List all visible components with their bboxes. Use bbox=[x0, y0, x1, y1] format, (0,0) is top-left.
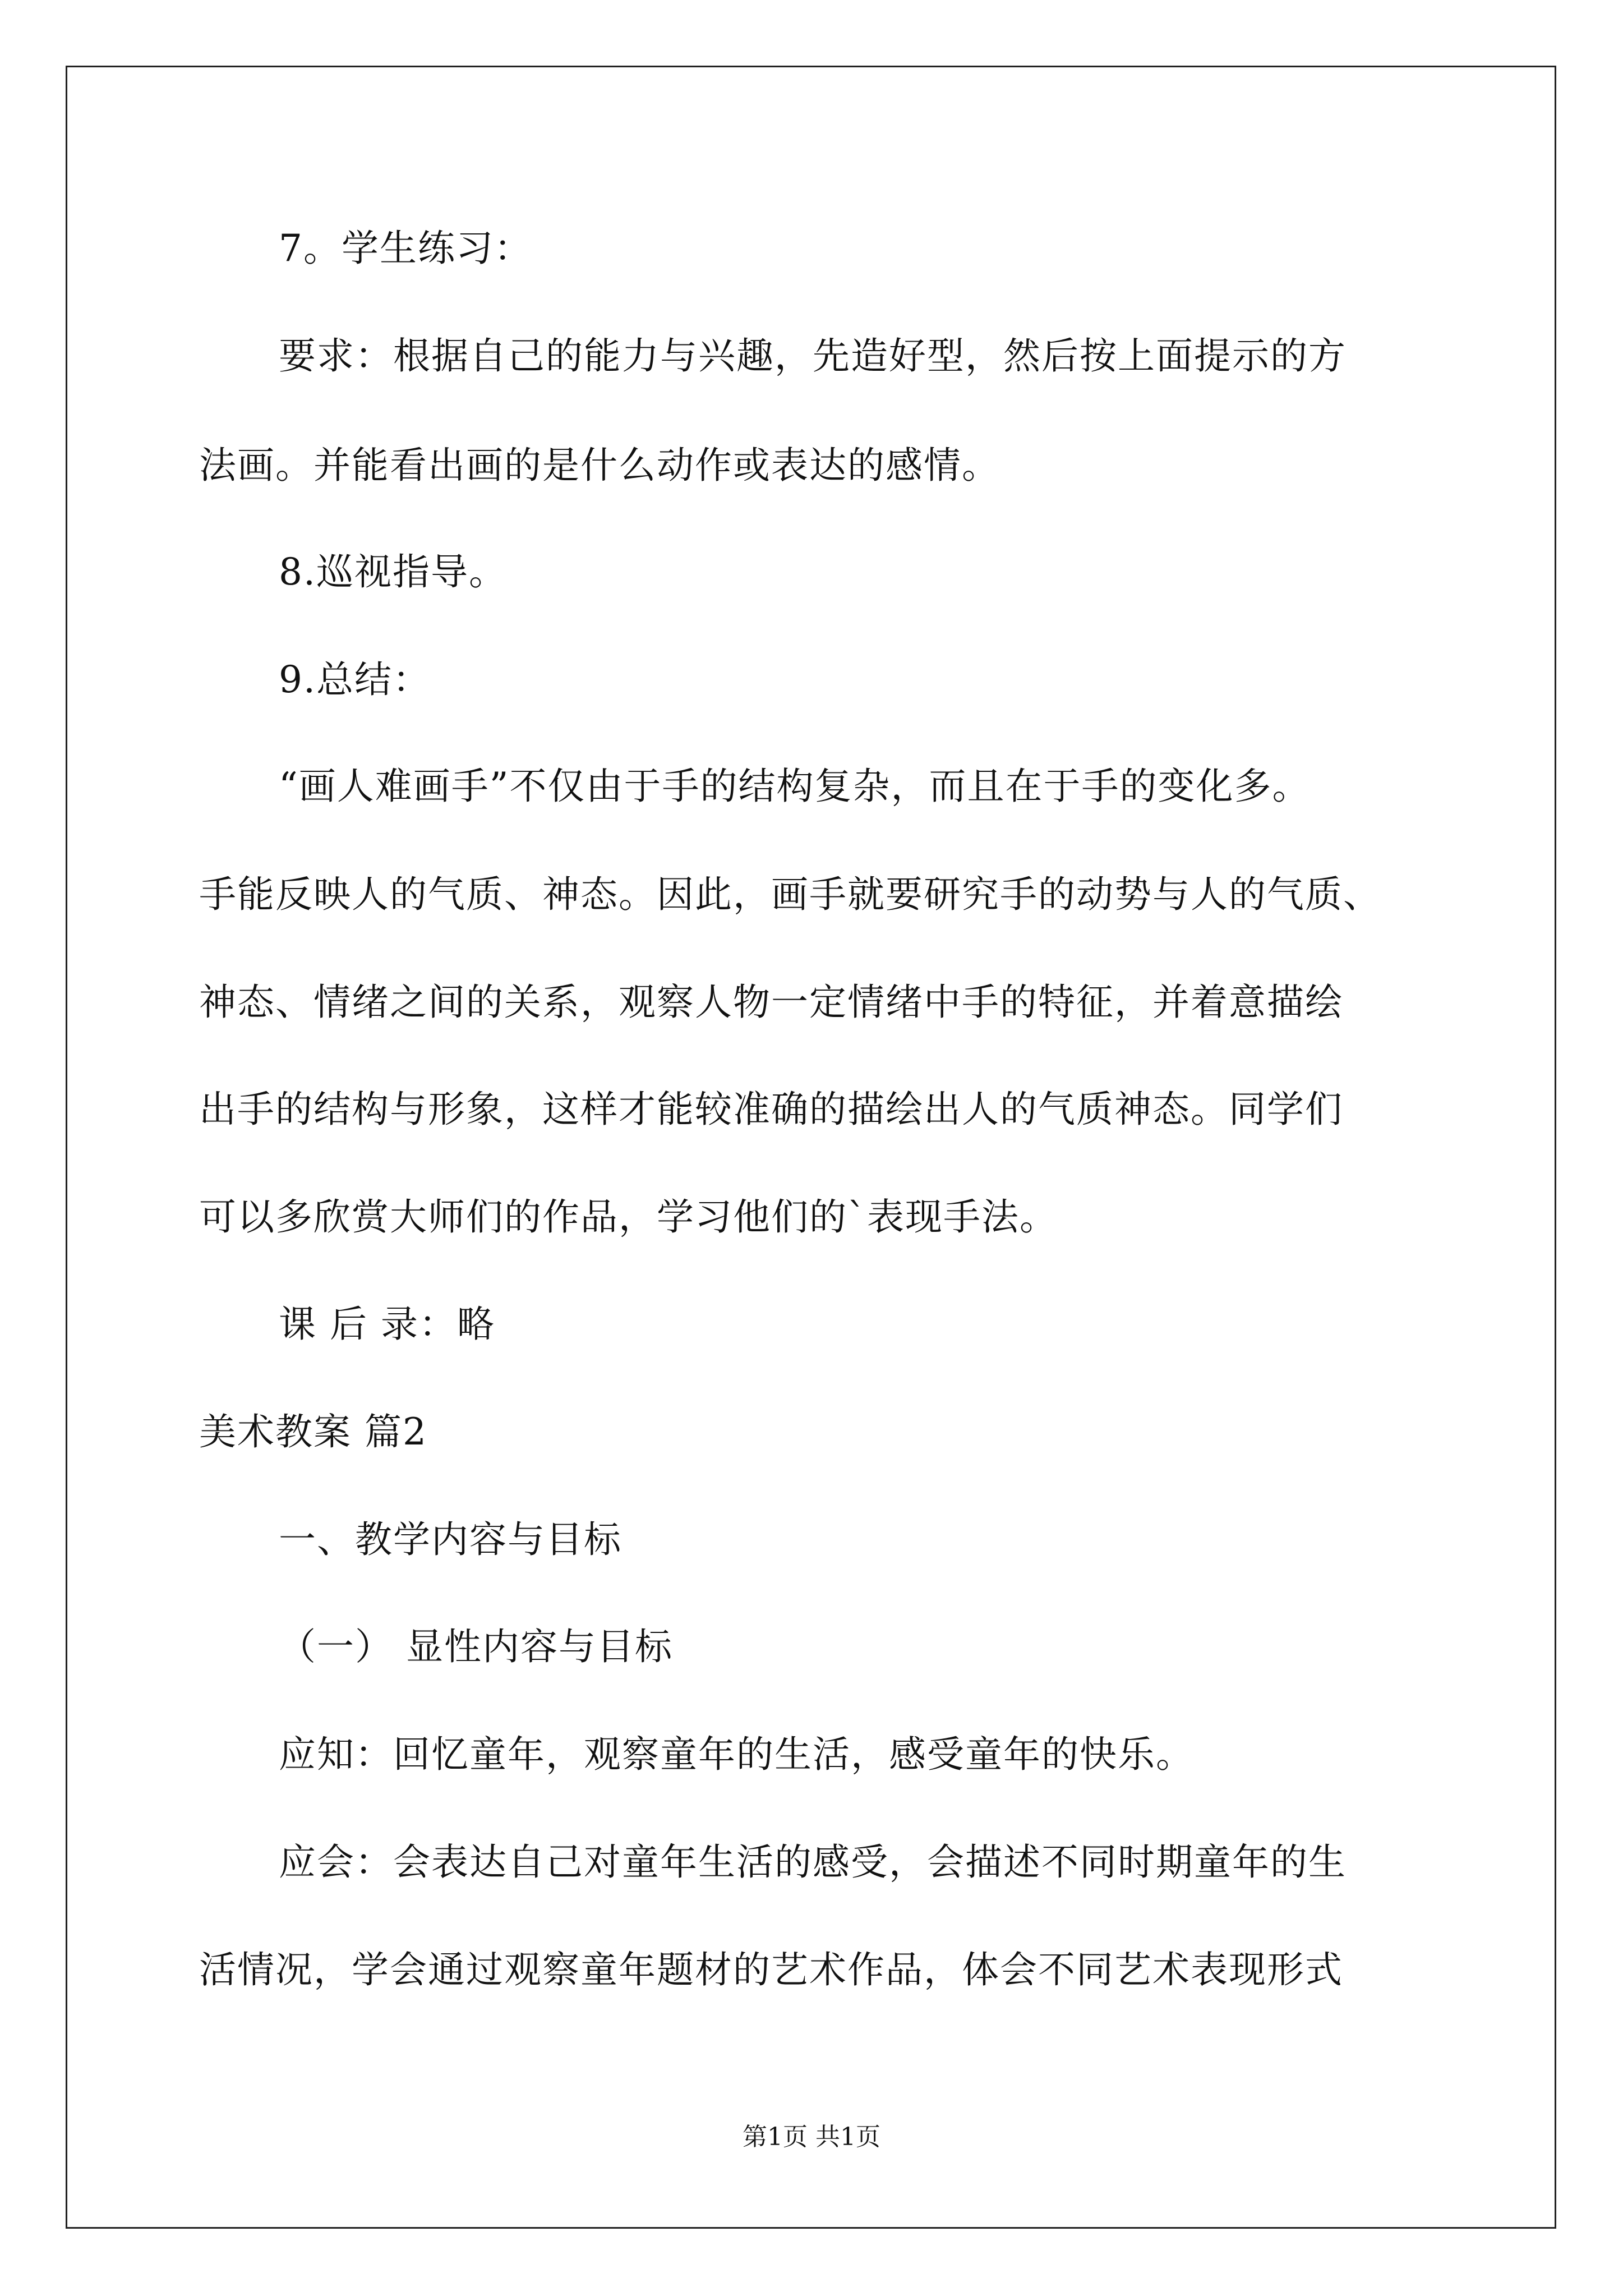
page-number-footer: 第1页 共1页 bbox=[743, 2123, 880, 2151]
should-do-line-1: 应会：会表达自己对童年生活的感受，会描述不同时期童年的生 bbox=[279, 1841, 1347, 1884]
should-do-line-2: 活情况，学会通过观察童年题材的艺术作品，体会不同艺术表现形式 bbox=[199, 1948, 1343, 1991]
should-know-line: 应知：回忆童年，观察童年的生活，感受童年的快乐。 bbox=[279, 1733, 1194, 1776]
explicit-content-heading: （一） 显性内容与目标 bbox=[279, 1625, 673, 1668]
after-class-record: 课 后 录：略 bbox=[279, 1303, 495, 1346]
summary-line-4: 出手的结构与形象，这样才能较准确的描绘出人的气质神态。同学们 bbox=[199, 1088, 1343, 1131]
summary-line-5: 可以多欣赏大师们的作品，学习他们的`表现手法。 bbox=[199, 1195, 1058, 1239]
teaching-content-heading: 一、教学内容与目标 bbox=[279, 1518, 622, 1561]
requirement-line-2: 法画。并能看出画的是什么动作或表达的感情。 bbox=[199, 444, 1000, 487]
page-border bbox=[66, 66, 1556, 2229]
step-9-heading: 9.总结： bbox=[279, 658, 431, 701]
summary-line-1: “画人难画手”不仅由于手的结构复杂，而且在于手的变化多。 bbox=[279, 765, 1311, 808]
requirement-line-1: 要求：根据自己的能力与兴趣，先造好型，然后按上面提示的方 bbox=[279, 334, 1347, 378]
step-7-heading: 7。学生练习： bbox=[279, 227, 532, 270]
section-title: 美术教案 篇2 bbox=[199, 1410, 427, 1453]
summary-line-3: 神态、情绪之间的关系，观察人物一定情绪中手的特征，并着意描绘 bbox=[199, 981, 1343, 1024]
summary-line-2: 手能反映人的气质、神态。因此，画手就要研究手的动势与人的气质、 bbox=[199, 873, 1381, 916]
step-8-heading: 8.巡视指导。 bbox=[279, 550, 507, 593]
